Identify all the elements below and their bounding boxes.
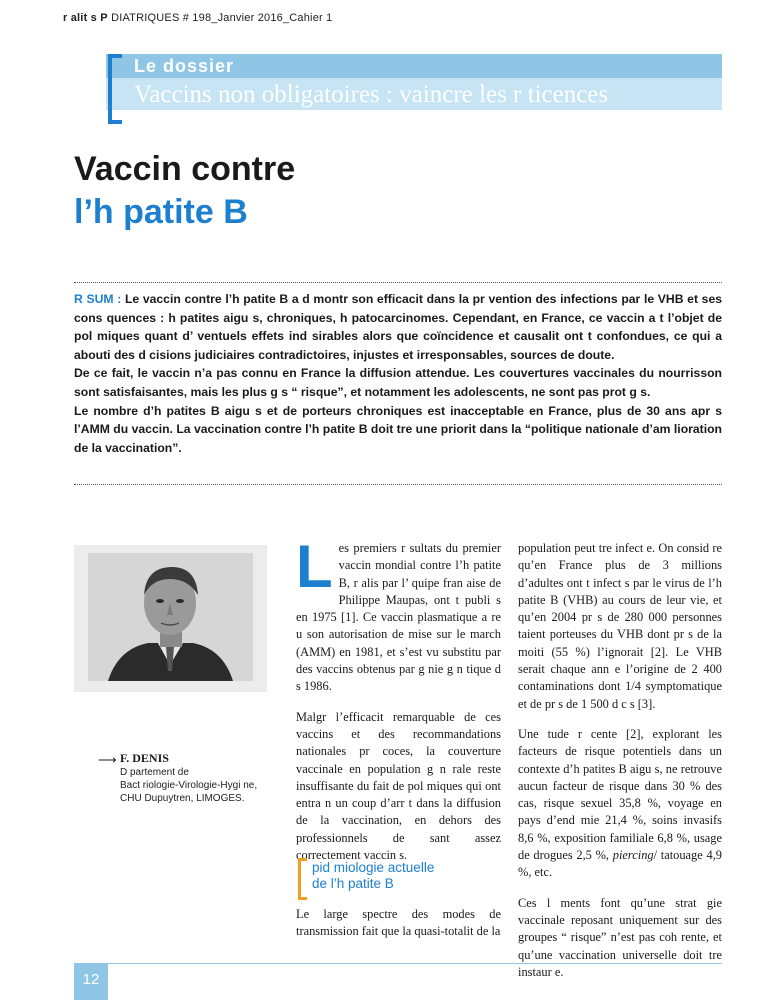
body-paragraph: Malgr l’efficacit remarquable de ces vaccins et des recommandations nationales pr coces, la couverture vaccinale en population g n rale reste insuffisante du fait de pol miques qui ont entra n un coup d’arr t dans la diffusion de la vaccination, en dehors des professionnels de sant assez correctement vaccin s. bbox=[296, 709, 501, 863]
abstract-paragraph-3: Le nombre d’h patites B aigu s et de porteurs chroniques est inacceptable en France, plus de 30 ans apr s l’AMM du vaccin. La vaccination contre l’h patite B doit tre une priorit dans la “politique nationale d’am lioration de la vaccination”. bbox=[74, 403, 722, 455]
body-paragraph: Ces l ments font qu’une strat gie vaccinale reposant uniquement sur des groupes “ risque” n’est pas coh rente, et qu’une vaccination universelle doit tre instaur e. bbox=[518, 895, 722, 979]
section-heading bbox=[298, 858, 503, 898]
abstract-text-1: Le vaccin contre l’h patite B a d montr son efficacit dans la pr vention des infections par le VHB et ses cons quences : h patites aigu s, chroniques, h patocarcinomes. Cependant, en France, ce vaccin a t l’objet de pol miques quant d’ ventuels effets ind sirables alors que coïncidence et causalit ont t confondues, ce qui a abouti des d cisions judiciaires contradictoires, injustes et irresponsables, sources de doute. bbox=[74, 292, 723, 362]
body-paragraph: Le large spectre des modes de transmission fait que la quasi-totalit de la bbox=[296, 907, 501, 939]
arrow-right-icon: ⟶ bbox=[98, 752, 117, 767]
body-column-1-continued bbox=[296, 906, 501, 954]
section-heading-line-1: pid miologie actuelle bbox=[312, 860, 435, 875]
drop-cap: L bbox=[296, 533, 333, 600]
abstract-paragraph-2: De ce fait, le vaccin n’a pas connu en France la diffusion attendue. Les couvertures vaccinales du nourrisson sont satisfaisantes, mais les plus g s “ risque”, et notamment les adolescents, ne sont pas prot g s. bbox=[74, 366, 722, 399]
portrait-image bbox=[88, 553, 253, 681]
article-title-line2: l’h patite B bbox=[74, 193, 248, 231]
affiliation-line-2: Bact riologie-Virologie-Hygi ne, bbox=[120, 780, 258, 791]
author-name: F. DENIS bbox=[120, 751, 169, 765]
section-heading-line-2: de l’h patite B bbox=[312, 876, 394, 891]
abstract bbox=[74, 290, 722, 457]
dossier-banner bbox=[106, 54, 722, 112]
author-affiliation bbox=[120, 766, 257, 805]
bracket-icon bbox=[108, 54, 122, 124]
page-number: 12 bbox=[74, 963, 108, 1000]
article-title-line1: Vaccin contre bbox=[74, 150, 296, 188]
abstract-top-divider bbox=[74, 282, 722, 283]
body-paragraph bbox=[296, 533, 501, 696]
bracket-icon bbox=[298, 858, 307, 900]
abstract-lead: R SUM : bbox=[74, 292, 122, 306]
abstract-bottom-divider bbox=[74, 484, 722, 485]
author-photo bbox=[88, 553, 253, 681]
banner-subtitle: Vaccins non obligatoires : vaincre les r ticences bbox=[134, 81, 609, 108]
body-text: es premiers r sultats du premier vaccin mondial contre l’h patite B, r alis par l’ quipe fran aise de Philippe Maupas, ont t publi s en 1975 [1]. Ce vaccin plasmatique a re u son autorisation de mise sur le march (AMM) en 1981, et s’est vu substitu par des vaccins obtenus par g nie g n tique d s 1986. bbox=[296, 541, 501, 694]
affiliation-line-1: D partement de bbox=[120, 767, 189, 778]
body-column-2 bbox=[518, 540, 722, 994]
issue-info: DIATRIQUES # 198_Janvier 2016_Cahier 1 bbox=[111, 12, 333, 24]
body-paragraph bbox=[518, 726, 722, 882]
section-heading-text bbox=[312, 860, 434, 892]
body-italic: piercing bbox=[612, 848, 654, 863]
body-paragraph: population peut tre infect e. On consid re qu’en France plus de 3 millions d’adultes ont t infect s par le virus de l’h patite B (VHB) au cours de leur vie, et qu’en 2004 pr s de 280 000 personnes taient porteuses du VHB dont pr s de la moiti (55 %) l’ignorait [2]. Le VHB serait chaque ann e l’origine de 2 400 contaminations dont 1/4 symptomatique et de pr s de 1 500 d c s [3]. bbox=[518, 541, 722, 711]
journal-name: r alit s P bbox=[63, 12, 108, 24]
body-text: / tatouage 4,9 %, etc. bbox=[518, 848, 722, 880]
body-text: Une tude r cente [2], explorant les facteurs de risque potentiels dans un contexte d’h patites B aigu s, ne retrouve aucun facteur de risque dans 30 % des cas, risque sexuel 35,8 %, voyage en pays d’end mie 21,4 %, soins invasifs 8,6 %, exposition familiale 6,8 %, usage de drogues 2,5 %, bbox=[518, 726, 722, 863]
body-column-1 bbox=[296, 533, 501, 877]
banner-label: Le dossier bbox=[134, 56, 235, 76]
running-head bbox=[63, 12, 332, 24]
author-photo-frame bbox=[74, 545, 267, 692]
abstract-paragraph-1 bbox=[74, 290, 722, 364]
affiliation-line-3: CHU Dupuytren, LIMOGES. bbox=[120, 793, 245, 804]
footer-divider bbox=[74, 963, 722, 964]
